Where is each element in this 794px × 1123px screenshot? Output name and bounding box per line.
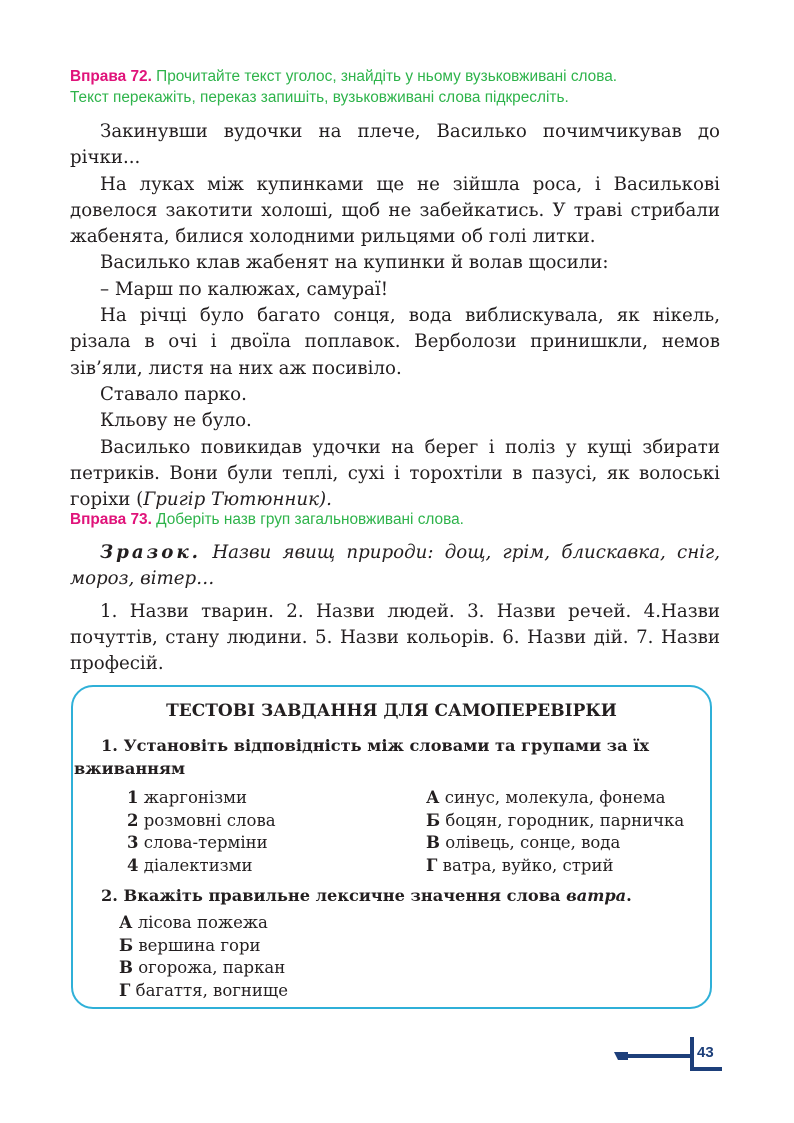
exercise-72-task-line2: Текст перекажіть, переказ запишіть, вузьковживані слова підкресліть.: [70, 89, 569, 106]
paragraph: Ставало парко.: [100, 383, 247, 405]
sample-text: Назви явищ природи: дощ, грім, блискавка, сніг, мороз, вітер…: [70, 542, 720, 590]
paragraph: Кльову не було.: [100, 410, 252, 432]
q1-right-item: В олівець, сонце, вода: [426, 833, 621, 853]
question-1-line1: 1. Установіть відповідність між словами та групами за їх: [101, 736, 650, 755]
q2-options: [119, 912, 288, 1003]
exercise-73-text: [70, 540, 720, 677]
page-number: 43: [697, 1044, 714, 1061]
q1-right-column: [426, 787, 684, 878]
author: Григір Тютюнник).: [143, 489, 332, 511]
q2-option: В огорожа, паркан: [119, 958, 286, 978]
paragraph: На річці було багато сонця, вода виблискувала, як нікель, різала в очі і двоїла поплавок. Верболози принишкли, немов зів’яли, листя на них аж посивіло.: [70, 305, 720, 379]
question-2: 2. Вкажіть правильне лексичне значення слова ватра.: [101, 886, 632, 905]
exercise-72-label: Вправа 72.: [70, 68, 152, 85]
sample: [70, 540, 720, 593]
exercise-73-label: Вправа 73.: [70, 511, 152, 528]
exercise-72-heading: [70, 66, 730, 108]
paragraph: На луках між купинками ще не зійшла роса, і Василькові довелося закотити холоші, щоб не забейкатись. У траві стрибали жабенята, билися холодними рильцями об голі литки.: [70, 173, 720, 248]
exercise-73-task: Доберіть назв груп загальновживані слова.: [151, 511, 464, 528]
question-2-word: ватра: [566, 886, 627, 905]
q1-left-item: 3 слова-терміни: [127, 833, 268, 853]
paragraph-last: [70, 435, 720, 514]
q1-left-column: [127, 787, 276, 878]
test-title: ТЕСТОВІ ЗАВДАННЯ ДЛЯ САМОПЕРЕВІРКИ: [166, 701, 617, 721]
q1-left-item: 1 жаргонізми: [127, 788, 247, 807]
question-1-line2: вживанням: [74, 758, 186, 778]
q2-option: Б вершина гори: [119, 935, 261, 955]
q2-option: А лісова пожежа: [119, 913, 268, 932]
question-2-text: 2. Вкажіть правильне лексичне значення слова: [101, 886, 567, 905]
exercise-72-task-line1: Прочитайте текст уголос, знайдіть у ньому вузьковживані слова.: [151, 68, 618, 85]
paragraph: – Марш по калюжах, самураї!: [100, 278, 389, 300]
question-1: [74, 735, 701, 780]
sample-label: Зразок.: [100, 542, 201, 563]
q1-right-item: А синус, молекула, фонема: [426, 788, 666, 807]
q2-option: Г багаття, вогнище: [119, 981, 289, 1001]
paragraph: Закинувши вудочки на плече, Василько почимчикував до річки...: [70, 121, 720, 169]
list-text: 1. Назви тварин. 2. Назви людей. 3. Назви речей. 4.Назви почуттів, стану людини. 5. Назви кольорів. 6. Назви дій. 7. Назви професій.: [70, 600, 720, 675]
exercise-73-heading: [70, 509, 730, 530]
test-box: [71, 685, 712, 1009]
q1-left-item: 2 розмовні слова: [127, 810, 276, 830]
q1-right-item: Г ватра, вуйко, стрий: [426, 856, 614, 876]
exercise-72-text: [70, 119, 720, 513]
q1-left-item: 4 діалектизми: [127, 856, 253, 876]
paragraph-last-text: Василько повикидав удочки на берег і поліз у кущі збирати петриків. Вони були теплі, сухі і торохтіли в пазусі, як волоські горіхи (: [70, 436, 720, 511]
paragraph: Василько клав жабенят на купинки й волав щосили:: [100, 252, 609, 274]
q1-right-item: Б боцян, городник, парничка: [426, 810, 685, 830]
